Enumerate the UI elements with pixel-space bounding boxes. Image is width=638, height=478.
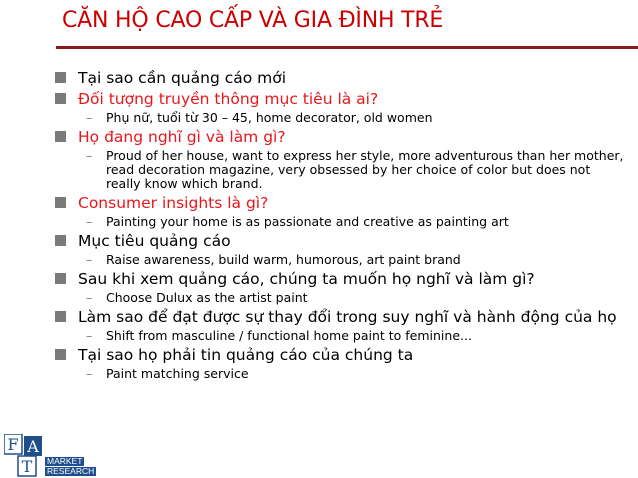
bullet-item (54, 232, 634, 250)
dash-bullet-icon: – (86, 366, 93, 381)
bullet-text: Consumer insights là gì? (78, 194, 269, 212)
dash-bullet-icon: – (86, 328, 93, 343)
sub-bullet-text: Shift from masculine / functional home paint to feminine... (106, 328, 472, 343)
dash-bullet-icon: – (86, 290, 93, 305)
bullet-item (54, 270, 634, 288)
square-bullet-icon (55, 93, 66, 104)
bullet-text: Sau khi xem quảng cáo, chúng ta muốn họ nghĩ và làm gì? (78, 270, 535, 288)
logo-letter-t: T (21, 457, 33, 476)
dash-bullet-icon: – (86, 252, 93, 267)
square-bullet-icon (55, 197, 66, 208)
bullet-item (54, 90, 634, 108)
sub-bullet-item (54, 253, 634, 267)
bullet-item (54, 69, 634, 87)
sub-bullet-text: Raise awareness, build warm, humorous, art paint brand (106, 252, 461, 267)
square-bullet-icon (55, 131, 66, 142)
sub-bullet-item (54, 149, 634, 191)
logo-text-market: MARKET (47, 456, 83, 466)
square-bullet-icon (55, 72, 66, 83)
bullet-text: Họ đang nghĩ gì và làm gì? (78, 128, 286, 146)
sub-bullet-text: Paint matching service (106, 366, 249, 381)
dash-bullet-icon: – (86, 214, 93, 229)
logo-text-research: RESEARCH (47, 466, 95, 476)
sub-bullet-item (54, 111, 634, 125)
sub-bullet-text: Phụ nữ, tuổi từ 30 – 45, home decorator, old women (106, 110, 433, 125)
logo-letter-a: A (27, 437, 39, 456)
square-bullet-icon (55, 273, 66, 284)
logo-mark-icon (4, 434, 44, 478)
bullet-list (54, 66, 634, 381)
bullet-item (54, 308, 634, 326)
square-bullet-icon (55, 311, 66, 322)
sub-bullet-item (54, 367, 634, 381)
bullet-text: Tại sao cần quảng cáo mới (78, 69, 287, 87)
bullet-text: Đối tượng truyền thông mục tiêu là ai? (78, 90, 379, 108)
company-logo (4, 434, 100, 478)
bullet-item (54, 128, 634, 146)
bullet-text: Làm sao để đạt được sự thay đổi trong suy nghĩ và hành động của họ (78, 308, 617, 326)
sub-bullet-item (54, 329, 634, 343)
dash-bullet-icon: – (86, 148, 93, 163)
bullet-text: Tại sao họ phải tin quảng cáo của chúng ta (78, 346, 414, 364)
logo-letter-f: F (7, 435, 19, 454)
bullet-item (54, 194, 634, 212)
sub-bullet-text: Choose Dulux as the artist paint (106, 290, 308, 305)
sub-bullet-text: Painting your home is as passionate and creative as painting art (106, 214, 509, 229)
square-bullet-icon (55, 349, 66, 360)
bullet-item (54, 346, 634, 364)
dash-bullet-icon: – (86, 110, 93, 125)
sub-bullet-text: Proud of her house, want to express her style, more adventurous than her mother, read decoration magazine, very obsessed by her choice of color but does not really know which brand. (106, 148, 624, 191)
sub-bullet-item (54, 291, 634, 305)
title-rule (56, 46, 638, 49)
sub-bullet-item (54, 215, 634, 229)
square-bullet-icon (55, 235, 66, 246)
bullet-text: Mục tiêu quảng cáo (78, 232, 231, 250)
slide-title: CĂN HỘ CAO CẤP VÀ GIA ĐÌNH TRẺ (62, 8, 444, 33)
